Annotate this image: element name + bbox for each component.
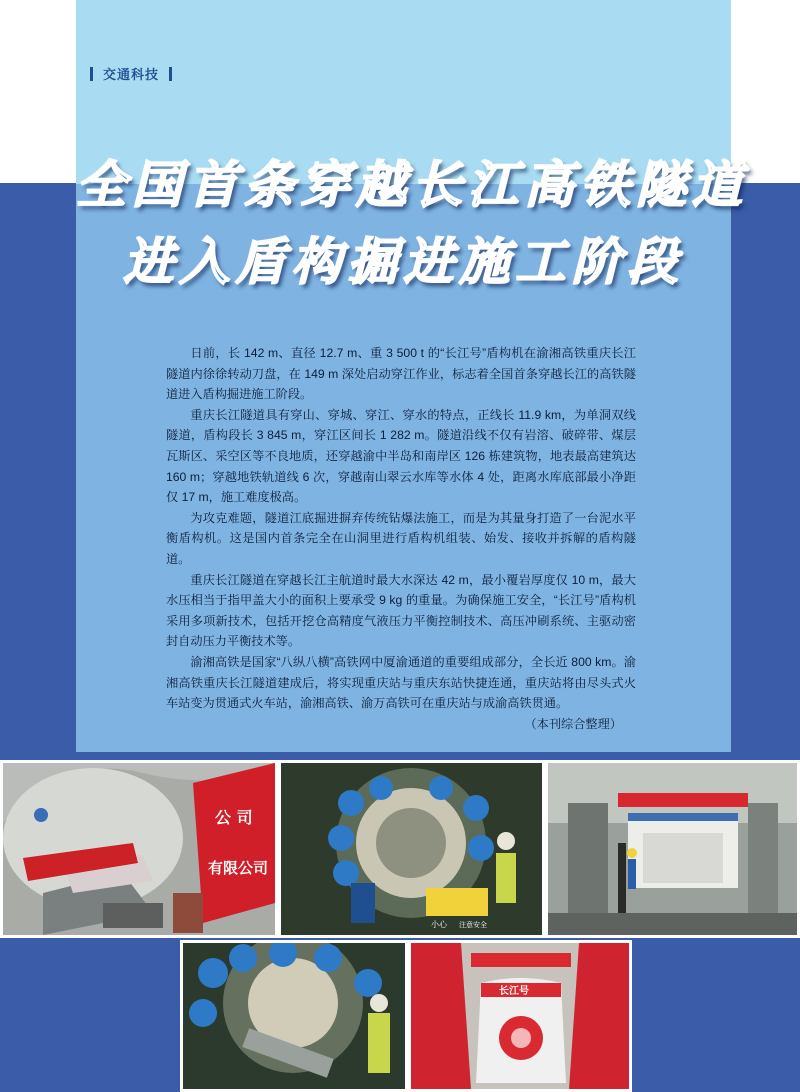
article-body xyxy=(166,343,636,734)
banner-text: 有限公司 xyxy=(208,859,269,877)
photo-decorated-segment xyxy=(408,940,632,1092)
photo-shield-machine xyxy=(278,760,545,938)
paragraph: 重庆长江隧道在穿越长江主航道时最大水深达 42 m，最小覆岩厚度仅 10 m，最大水压相当于指甲盖大小的面积上要承受 9 kg 的重量。为确保施工安全，“长江号”盾构机采用多项新技术，包括开挖仓高精度气液压力平衡控制技术、高压冲刷系统、主驱动密封自动压力平衡技术等。 xyxy=(166,572,636,649)
paragraph: 为攻克难题，隧道江底掘进摒弃传统钻爆法施工，而是为其量身打造了一台泥水平衡盾构机。这是国内首条完全在山洞里进行盾构机组装、始发、接收并拆解的盾构隧道。 xyxy=(166,510,636,566)
section-tag xyxy=(90,64,172,83)
photo-machine-gantry xyxy=(545,760,800,938)
article-credit: （本刊综合整理） xyxy=(524,716,622,731)
banner-text: 公 司 xyxy=(215,808,253,827)
warning-sign-text: 注意安全 xyxy=(459,921,487,929)
section-label: 交通科技 xyxy=(103,68,160,83)
article-title-line-2: 进入盾构掘进施工阶段 xyxy=(123,232,684,291)
paragraph: 日前，长 142 m、直径 12.7 m、重 3 500 t 的“长江号”盾构机在渝湘高铁重庆长江隧道内徐徐转动刀盘，在 149 m 深处启动穿江作业，标志着全国首条穿越长江的高铁隧道进入盾构掘进施工阶段。 xyxy=(166,346,636,402)
photo-tunnel-banners xyxy=(0,760,278,938)
segment-label: 长江号 xyxy=(499,986,529,997)
paragraph: 渝湘高铁是国家“八纵八横”高铁网中厦渝通道的重要组成部分，全长近 800 km。渝湘高铁重庆长江隧道建成后，将实现重庆站与重庆东站快捷连通，重庆站将由尽头式火车站变为贯通式火车站，渝湘高铁、渝万高铁可在重庆站与成渝高铁贯通。 xyxy=(166,654,636,711)
article-title-line-1: 全国首条穿越长江高铁隧道 xyxy=(76,155,748,214)
warning-sign-text: 小心 xyxy=(431,920,447,929)
photo-cylinders-closeup xyxy=(180,940,408,1092)
paragraph: 重庆长江隧道具有穿山、穿城、穿江、穿水的特点，正线长 11.9 km，为单洞双线隧道，盾构段长 3 845 m，穿江区间长 1 282 m。隧道沿线不仅有岩溶、破碎带、煤层瓦斯区、采空区等不良地质，还穿越渝中半岛和南岸区 126 栋建筑物，地表最高建筑达 160 m；穿越地铁轨道线 6 次，穿越南山翠云水库等水体 4 处，距离水库底部最小净距仅 17 m，施工难度极高。 xyxy=(166,407,636,505)
divider xyxy=(169,67,172,81)
divider xyxy=(90,67,93,81)
